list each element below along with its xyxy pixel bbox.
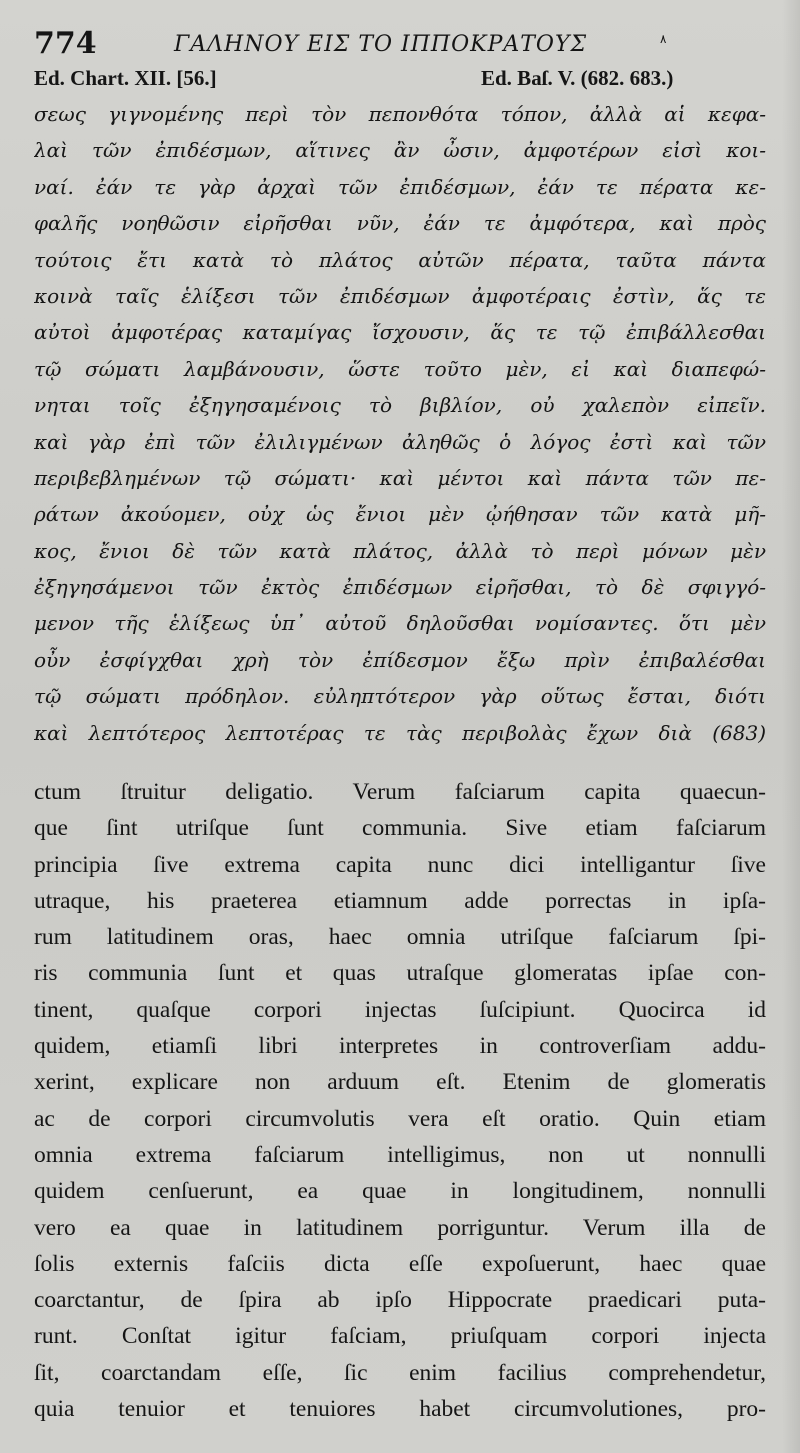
latin-line: coarctantur, de ſpira ab ipſo Hippocrate praedicari puta-	[34, 1287, 766, 1314]
greek-line: περιβεβλημένων τῷ σώματι· καὶ μέντοι καὶ πάντα τῶν πε-	[34, 465, 766, 490]
greek-line: σεως γιγνομένης περὶ τὸν πεπονθότα τόπον, ἀλλὰ αἱ κεφα-	[34, 102, 766, 126]
latin-line: ſolis externis faſciis dicta eſſe expoſuerunt, haec quae	[34, 1250, 766, 1277]
page-number: 774	[34, 26, 97, 61]
latin-line: principia ſive extrema capita nunc dici intelligantur ſive	[34, 851, 766, 878]
latin-line: runt. Conſtat igitur faſciam, priuſquam corpori injecta	[34, 1323, 766, 1350]
latin-line: xerint, explicare non arduum eſt. Etenim de glomeratis	[34, 1069, 766, 1096]
latin-line: quidem cenſuerunt, ea quae in longitudinem, nonnulli	[34, 1178, 766, 1205]
greek-line: κος, ἔνιοι δὲ τῶν κατὰ πλάτος, ἀλλὰ τὸ περὶ μόνων μὲν	[34, 538, 766, 563]
greek-line: τῷ σώματι λαμβάνουσιν, ὥστε τοῦτο μὲν, εἰ καὶ διαπεφώ-	[34, 356, 766, 381]
latin-text-block	[34, 774, 766, 1427]
greek-line: καὶ γὰρ ἐπὶ τῶν ἐλιλιγμένων ἀληθῶς ὁ λόγος ἐστὶ καὶ τῶν	[34, 429, 766, 454]
greek-line: οὖν ἐσφίγχθαι χρὴ τὸν ἐπίδεσμον ἔξω πρὶν ἐπιβαλέσθαι	[34, 647, 766, 672]
latin-line: tinent, quaſque corpori injectas ſuſcipiunt. Quocirca id	[34, 996, 766, 1023]
greek-line: ἐξηγησάμενοι τῶν ἐκτὸς ἐπιδέσμων εἰρῆσθαι, τὸ δὲ σφιγγό-	[34, 575, 766, 600]
edition-chartier: Ed. Chart. XII. [56.]	[34, 66, 217, 90]
greek-line: αὐτοὶ ἀμφοτέρας καταμίγας ἴσχουσιν, ἅς τε τῷ ἐπιβάλλεσθαι	[34, 320, 766, 345]
greek-line: τούτοις ἔτι κατὰ τὸ πλάτος αὐτῶν πέρατα, ταῦτα πάντα	[34, 247, 766, 272]
latin-line: quia tenuior et tenuiores habet circumvolutiones, pro-	[34, 1396, 766, 1423]
greek-line: νηται τοῖς ἐξηγησαμένοις τὸ βιβλίον, οὐ χαλεπὸν εἰπεῖν.	[34, 393, 766, 418]
greek-line: μενον τῆς ἑλίξεως ὑπ᾽ αὐτοῦ δηλοῦσθαι νομίσαντες. ὅτι μὲν	[34, 611, 766, 636]
latin-line: que ſint utriſque ſunt communia. Sive etiam faſciarum	[34, 815, 766, 842]
edition-references	[34, 66, 774, 96]
latin-line: ſit, coarctandam eſſe, ſic enim facilius comprehendetur,	[34, 1359, 766, 1386]
latin-line: ctum ſtruitur deligatio. Verum faſciarum capita quaecun-	[34, 779, 766, 805]
latin-line: utraque, his praeterea etiamnum adde porrectas in ipſa-	[34, 887, 766, 914]
latin-line: rum latitudinem oras, haec omnia utriſque faſciarum ſpi-	[34, 924, 766, 951]
edition-basel: Ed. Baſ. V. (682. 683.)	[481, 66, 674, 90]
greek-line: κοινὰ ταῖς ἑλίξεσι τῶν ἐπιδέσμων ἀμφοτέραις ἐστὶν, ἅς τε	[34, 283, 766, 308]
greek-line: ράτων ἀκούομεν, οὐχ ὡς ἔνιοι μὲν ᾠήθησαν τῶν κατὰ μῆ-	[34, 502, 766, 527]
latin-line: ac de corpori circumvolutis vera eſt oratio. Quin etiam	[34, 1105, 766, 1132]
page-edge-shadow	[782, 0, 800, 1453]
latin-line: omnia extrema faſciarum intelligimus, non ut nonnulli	[34, 1141, 766, 1168]
greek-line: φαλῆς νοηθῶσιν εἰρῆσθαι νῦν, ἐάν τε ἀμφότερα, καὶ πρὸς	[34, 211, 766, 236]
greek-text-block	[34, 96, 766, 751]
running-head	[34, 24, 774, 64]
greek-line: ναί. ἐάν τε γὰρ ἀρχαὶ τῶν ἐπιδέσμων, ἐάν τε πέρατα κε-	[34, 174, 766, 199]
latin-line: vero ea quae in latitudinem porriguntur. Verum illa de	[34, 1214, 766, 1241]
greek-line: καὶ λεπτότερος λεπτοτέρας τε τὰς περιβολὰς ἔχων διὰ (683)	[34, 720, 766, 745]
printer-mark: ٨	[660, 32, 667, 46]
greek-line: τῷ σώματι πρόδηλον. εὐληπτότερον γὰρ οὕτως ἔσται, διότι	[34, 684, 766, 709]
latin-line: quidem, etiamſi libri interpretes in controverſiam addu-	[34, 1033, 766, 1060]
latin-line: ris communia ſunt et quas utraſque glomeratas ipſae con-	[34, 960, 766, 987]
greek-line: λαὶ τῶν ἐπιδέσμων, αἵτινες ἂν ὦσιν, ἀμφοτέρων εἰσὶ κοι-	[34, 138, 766, 163]
running-title: ΓΑΛΗΝΟΥ ΕΙΣ ΤΟ ΙΠΠΟΚΡΑΤΟΥΣ	[174, 32, 588, 57]
